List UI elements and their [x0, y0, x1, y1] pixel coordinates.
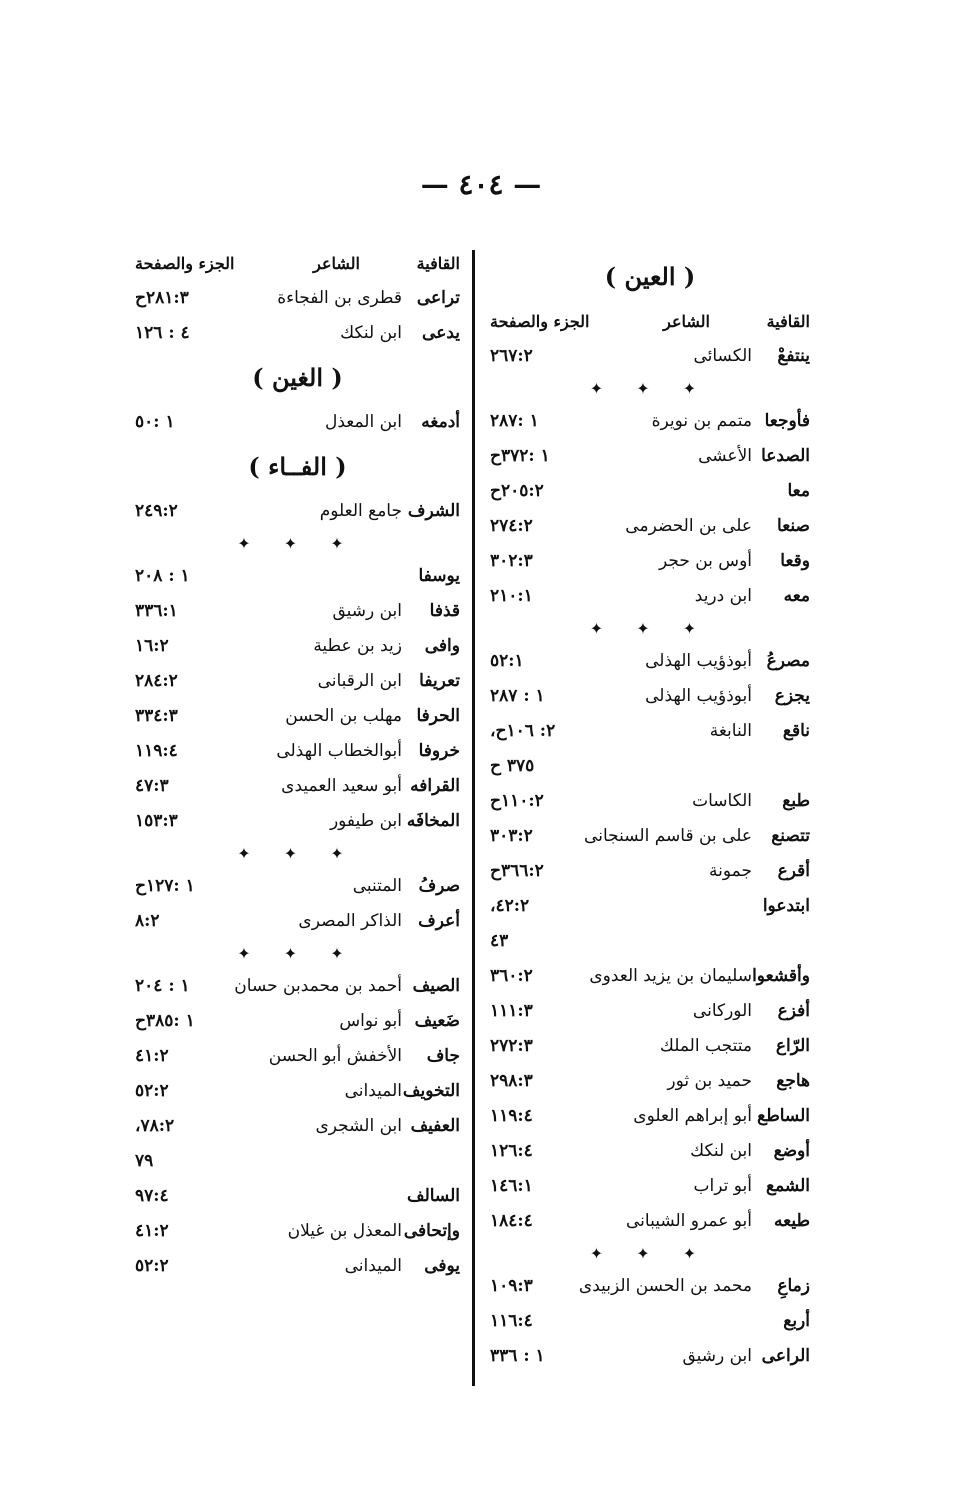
index-entry-row [490, 854, 810, 889]
volume-page-ref: ١٥٣:٣ [135, 811, 178, 831]
poet-name: أبوالخطاب الهذلى [276, 741, 402, 761]
poet-name: محمد بن الحسن الزبيدى [578, 1276, 752, 1296]
rhyme-word: مصرعُ [766, 651, 810, 671]
index-entry-row [490, 1169, 810, 1204]
volume-page-ref: ١١٠:٢ح [490, 791, 544, 811]
volume-page-ref: ٣٠٢:٣ [490, 551, 533, 571]
poet-name: الكاسات [692, 791, 752, 811]
rhyme-word: أقرع [777, 861, 810, 881]
separator-stars: ✦ ✦ ✦ [589, 1244, 711, 1263]
column-divider [472, 250, 475, 1386]
index-entry-row [490, 889, 810, 924]
poet-name: مهلب بن الحسن [285, 706, 402, 726]
volume-page-ref: ١٢٦:٤ [490, 1141, 533, 1161]
volume-page-ref: ١ :٥٠ [135, 412, 175, 432]
poet-name: الأعشى [698, 446, 752, 466]
index-entry-row [135, 405, 460, 440]
index-entry-row [135, 734, 460, 769]
volume-page-ref: ٢٩٨:٣ [490, 1071, 533, 1091]
rhyme-word: خروفا [418, 741, 460, 761]
index-entry-row [135, 629, 460, 664]
rhyme-word: العفيف [410, 1116, 460, 1136]
rhyme-word: تراعى [416, 288, 460, 308]
column-header [135, 246, 460, 281]
index-entry-row [135, 1144, 460, 1179]
poet-name: المتنبى [352, 876, 402, 896]
volume-page-ref: ٤١:٢ [135, 1221, 169, 1241]
poet-name: ابن الرقبانى [317, 671, 402, 691]
poet-name: ابن رشيق [332, 601, 402, 621]
poet-name: أبو إبراهم العلوى [633, 1106, 752, 1126]
volume-page-ref: ٤١:٢ [135, 1046, 169, 1066]
rhyme-word: ناقع [782, 721, 810, 741]
index-entry-row [490, 1339, 810, 1374]
index-entry-row [135, 316, 460, 351]
volume-page-ref: ٤٣ [490, 931, 509, 951]
index-entry-row [135, 664, 460, 699]
poet-name: أحمد بن محمدبن حسان [234, 976, 402, 996]
poet-name: متمم بن نويرة [651, 411, 752, 431]
rhyme-word: الصيف [412, 976, 460, 996]
index-entry-row [490, 644, 810, 679]
volume-page-ref: ٤ : ١٢٦ [135, 323, 190, 343]
rhyme-word: طبع [782, 791, 810, 811]
rhyme-word: أوضع [773, 1141, 810, 1161]
poet-name: أبو سعيد العميدى [281, 776, 402, 796]
poet-name: ابن رشيق [682, 1346, 752, 1366]
index-entry-row [135, 804, 460, 839]
volume-page-ref: ١ :٣٨٥ح [135, 1011, 195, 1031]
index-entry-row [135, 1179, 460, 1214]
volume-page-ref: ٤٧:٣ [135, 776, 169, 796]
separator-stars: ✦ ✦ ✦ [589, 619, 711, 638]
index-entry-row [490, 749, 810, 784]
poet-name: ابن الشجرى [315, 1116, 402, 1136]
index-entry-row [135, 699, 460, 734]
volume-page-ref: ١١٩:٤ [135, 741, 178, 761]
index-entry-row [135, 1004, 460, 1039]
volume-page-ref: ٧٩ [135, 1151, 154, 1171]
column-header [490, 304, 810, 339]
rhyme-word: صرفُ [418, 876, 460, 896]
rhyme-word: التخويف [402, 1081, 460, 1101]
poet-name: ابن المعذل [324, 412, 402, 432]
rhyme-word: الصدعا [761, 446, 810, 466]
rhyme-word: الشرف [407, 501, 460, 521]
index-entry-row [490, 1134, 810, 1169]
volume-page-ref: ٢٦٧:٢ [490, 346, 533, 366]
volume-page-ref: ١٠٩:٣ [490, 1276, 533, 1296]
index-entry-row [135, 494, 460, 529]
poet-name: المعذل بن غيلان [287, 1221, 402, 1241]
separator-stars: ✦ ✦ ✦ [589, 379, 711, 398]
rhyme-word: قذفا [429, 601, 460, 621]
rhyme-word: السالف [406, 1186, 460, 1206]
poet-name: أبو نواس [339, 1011, 402, 1031]
volume-page-ref: ٣٧٥ ح [490, 756, 535, 776]
poet-name: أوس بن حجر [658, 551, 752, 571]
volume-page-ref: ٥٢:١ [490, 651, 524, 671]
rhyme-word: الساطع [757, 1106, 810, 1126]
volume-page-ref: ١ : ٢٠٤ [135, 976, 190, 996]
page-number: — ٤٠٤ — [420, 168, 542, 201]
right-column [490, 250, 810, 1374]
rhyme-word: فأوجعا [764, 411, 810, 431]
rhyme-word: أعرف [418, 911, 460, 931]
volume-page-ref: ٧٨:٢، [135, 1116, 175, 1136]
poet-name: ابن لنكك [690, 1141, 752, 1161]
poet-name: أبو تراب [693, 1176, 752, 1196]
separator-stars: ✦ ✦ ✦ [237, 944, 358, 963]
volume-page-ref: ٢٠٥:٢ح [490, 481, 544, 501]
rhyme-word: يوسفا [418, 566, 460, 586]
index-entry-row [490, 439, 810, 474]
poet-name: حميد بن ثور [667, 1071, 752, 1091]
left-column [135, 246, 460, 1284]
rhyme-word: طيعه [774, 1211, 810, 1231]
header-ref: الجزء والصفحة [490, 312, 590, 331]
volume-page-ref: ٣٦٠:٢ [490, 966, 533, 986]
volume-page-ref: ٢٧٤:٢ [490, 516, 533, 536]
index-entry-row [490, 509, 810, 544]
poet-name: ابن لنكك [340, 323, 402, 343]
poet-name: جمونة [709, 861, 752, 881]
poet-name: الكسائى [693, 346, 752, 366]
rhyme-word: تتصنع [771, 826, 810, 846]
rhyme-word: وقعا [780, 551, 810, 571]
rhyme-word: وإتحافى [403, 1221, 460, 1241]
poet-name: قطرى بن الفجاءة [277, 288, 402, 308]
volume-page-ref: ٢١٠:١ [490, 586, 533, 606]
rhyme-word: الراعى [761, 1346, 810, 1366]
rhyme-word: جاف [426, 1046, 460, 1066]
rhyme-word: القرافه [410, 776, 460, 796]
index-entry-row [490, 1029, 810, 1064]
separator-stars: ✦ ✦ ✦ [237, 534, 358, 553]
index-entry-row [490, 404, 810, 439]
volume-page-ref: ١١٩:٤ [490, 1106, 533, 1126]
rhyme-word: يدعى [422, 323, 460, 343]
volume-page-ref: ٣٦٦:٢ح [490, 861, 544, 881]
rhyme-word: صنعا [777, 516, 810, 536]
section-title-ghain: ( الغين ) [252, 363, 343, 392]
volume-page-ref: ١١٦:٤ [490, 1311, 533, 1331]
index-entry-row [135, 1074, 460, 1109]
poet-name: على بن قاسم السنجانى [584, 826, 752, 846]
rhyme-word: معه [783, 586, 810, 606]
poet-name: الميدانى [344, 1081, 402, 1101]
index-entry-row [490, 544, 810, 579]
volume-page-ref: ٢٧٢:٣ [490, 1036, 533, 1056]
index-entry-row [490, 1304, 810, 1339]
rhyme-word: أدمغه [421, 412, 460, 432]
poet-name: ابن دريد [694, 586, 752, 606]
index-entry-row [490, 819, 810, 854]
index-entry-row [135, 1039, 460, 1074]
poet-name: الوركانى [692, 1001, 752, 1021]
rhyme-word: معا [787, 481, 810, 501]
rhyme-word: الشمع [766, 1176, 810, 1196]
rhyme-word: أفزع [777, 1001, 810, 1021]
index-entry-row [490, 679, 810, 714]
volume-page-ref: ٥٢:٢ [135, 1256, 169, 1276]
index-entry-row [490, 1099, 810, 1134]
volume-page-ref: ٣٣٦:١ [135, 601, 178, 621]
index-entry-row [490, 1269, 810, 1304]
section-title-ain: ( العين ) [604, 262, 696, 291]
index-entry-row [490, 994, 810, 1029]
poet-name: الميدانى [344, 1256, 402, 1276]
rhyme-word: هاجع [776, 1071, 810, 1091]
header-ref: الجزء والصفحة [135, 254, 235, 273]
poet-name: أبوذؤيب الهذلى [645, 651, 752, 671]
volume-page-ref: ١١١:٣ [490, 1001, 533, 1021]
index-entry-row [490, 474, 810, 509]
index-entry-row [135, 869, 460, 904]
volume-page-ref: ٢: ١٠٦ح، [490, 721, 556, 741]
index-entry-row [135, 594, 460, 629]
index-entry-row [135, 969, 460, 1004]
rhyme-word: ينتفعْ [777, 346, 810, 366]
index-entry-row [490, 339, 810, 374]
rhyme-word: ضَعيف [414, 1011, 460, 1031]
index-entry-row [490, 579, 810, 614]
volume-page-ref: ١ : ٣٣٦ [490, 1346, 545, 1366]
rhyme-word: الرّاع [775, 1036, 810, 1056]
section-title-fa: ( الفــاء ) [248, 452, 347, 481]
index-entry-row [135, 1214, 460, 1249]
volume-page-ref: ١ :١٢٧ح [135, 876, 195, 896]
poet-name: ابن طيفور [329, 811, 402, 831]
index-entry-row [135, 1249, 460, 1284]
rhyme-word: أربع [783, 1311, 810, 1331]
volume-page-ref: ١ :٣٧٢ح [490, 446, 550, 466]
index-entry-row [490, 959, 810, 994]
rhyme-word: يوفى [424, 1256, 460, 1276]
poet-name: جامع العلوم [319, 501, 402, 521]
poet-name: الذاكر المصرى [298, 911, 402, 931]
index-entry-row [490, 1204, 810, 1239]
rhyme-word: وأقشعوا [752, 966, 810, 986]
volume-page-ref: ١٦:٢ [135, 636, 169, 656]
volume-page-ref: ١٨٤:٤ [490, 1211, 533, 1231]
index-entry-row [135, 769, 460, 804]
volume-page-ref: ٨:٢ [135, 911, 160, 931]
volume-page-ref: ١ : ٢٨٧ [490, 686, 545, 706]
volume-page-ref: ٤٢:٢، [490, 896, 530, 916]
separator-stars: ✦ ✦ ✦ [237, 844, 358, 863]
rhyme-word: تعريفا [419, 671, 460, 691]
index-entry-row [135, 904, 460, 939]
index-entry-row [490, 784, 810, 819]
volume-page-ref: ٩٧:٤ [135, 1186, 169, 1206]
header-qafia: القافية [416, 254, 460, 273]
poet-name: النابغة [709, 721, 752, 741]
volume-page-ref: ٥٢:٢ [135, 1081, 169, 1101]
volume-page-ref: ٣٠٣:٢ [490, 826, 533, 846]
index-entry-row [490, 924, 810, 959]
volume-page-ref: ١ :٢٨٧ [490, 411, 539, 431]
rhyme-word: ابتدعوا [762, 896, 810, 916]
index-entry-row [490, 714, 810, 749]
poet-name: زيد بن عطية [313, 636, 402, 656]
volume-page-ref: ١ : ٢٠٨ [135, 566, 190, 586]
rhyme-word: وافى [424, 636, 460, 656]
poet-name: أبو عمرو الشيبانى [625, 1211, 752, 1231]
poet-name: متتجب الملك [659, 1036, 752, 1056]
index-entry-row [135, 1109, 460, 1144]
rhyme-word: الحرفا [416, 706, 460, 726]
volume-page-ref: ٢٨١:٣ح [135, 288, 189, 308]
header-poet: الشاعر [663, 312, 710, 331]
volume-page-ref: ٢٨٤:٢ [135, 671, 178, 691]
volume-page-ref: ٢٤٩:٢ [135, 501, 178, 521]
header-qafia: القافية [766, 312, 810, 331]
index-entry-row [490, 1064, 810, 1099]
header-poet: الشاعر [313, 254, 360, 273]
rhyme-word: المخافَه [406, 811, 460, 831]
rhyme-word: يجزع [774, 686, 810, 706]
poet-name: على بن الحضرمى [625, 516, 752, 536]
volume-page-ref: ٣٣٤:٣ [135, 706, 178, 726]
volume-page-ref: ١٤٦:١ [490, 1176, 533, 1196]
poet-name: أبوذؤيب الهذلى [645, 686, 752, 706]
poet-name: سليمان بن يزيد العدوى [589, 966, 752, 986]
rhyme-word: زماعِ [777, 1276, 810, 1296]
index-entry-row [135, 559, 460, 594]
index-entry-row [135, 281, 460, 316]
poet-name: الأخفش أبو الحسن [268, 1046, 402, 1066]
